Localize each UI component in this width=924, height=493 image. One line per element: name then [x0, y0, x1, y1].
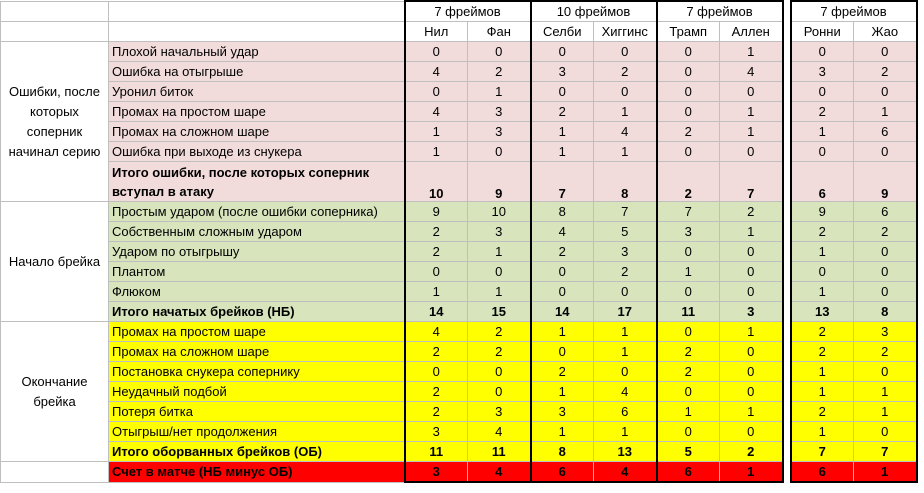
stat-value-2: 1: [531, 122, 594, 142]
stat-value-7: 0: [854, 262, 917, 282]
match-frames-header: 10 фреймов: [531, 1, 657, 22]
stat-value-6: 2: [791, 322, 854, 342]
stat-row: [1, 122, 917, 142]
stat-value-0: 0: [405, 82, 468, 102]
player-name-header: Фан: [468, 22, 531, 42]
stat-label: Отыгрыш/нет продолжения: [109, 422, 405, 442]
score-value-1: 4: [468, 462, 531, 483]
table-body: [1, 1, 917, 482]
stat-row: [1, 62, 917, 82]
stat-value-5: 0: [720, 362, 783, 382]
stat-value-1: 0: [468, 382, 531, 402]
stat-value-0: 0: [405, 42, 468, 62]
stat-value-5: 1: [720, 102, 783, 122]
stat-value-7: 0: [854, 82, 917, 102]
score-value-3: 4: [594, 462, 657, 483]
total-value-3: 13: [594, 442, 657, 462]
stat-value-3: 2: [594, 62, 657, 82]
total-value-7: 9: [854, 162, 917, 202]
total-value-6: 6: [791, 162, 854, 202]
stat-value-2: 2: [531, 102, 594, 122]
spacer-cell: [783, 222, 791, 242]
match-frames-header: 7 фреймов: [657, 1, 783, 22]
stat-value-2: 0: [531, 82, 594, 102]
group-title: Ошибки, после которых соперник начинал серию: [1, 42, 109, 202]
stat-value-0: 2: [405, 382, 468, 402]
total-value-2: 14: [531, 302, 594, 322]
total-value-5: 7: [720, 162, 783, 202]
stat-value-0: 2: [405, 222, 468, 242]
stat-value-4: 2: [657, 342, 720, 362]
total-value-2: 7: [531, 162, 594, 202]
total-row: [1, 302, 917, 322]
stat-value-6: 9: [791, 202, 854, 222]
player-name-header: Хиггинс: [594, 22, 657, 42]
stat-row: [1, 222, 917, 242]
stat-value-4: 2: [657, 362, 720, 382]
total-value-4: 2: [657, 162, 720, 202]
stat-value-4: 1: [657, 402, 720, 422]
stat-value-6: 1: [791, 122, 854, 142]
stat-value-7: 0: [854, 362, 917, 382]
stat-value-6: 2: [791, 222, 854, 242]
stat-row: [1, 282, 917, 302]
stat-value-6: 1: [791, 422, 854, 442]
stat-value-0: 4: [405, 322, 468, 342]
total-value-1: 15: [468, 302, 531, 322]
score-row: [1, 462, 917, 483]
spacer-cell: [783, 102, 791, 122]
stat-value-4: 0: [657, 382, 720, 402]
total-row: [1, 442, 917, 462]
stat-value-2: 8: [531, 202, 594, 222]
stat-label: Уронил биток: [109, 82, 405, 102]
spacer-cell: [783, 62, 791, 82]
spacer-cell: [783, 322, 791, 342]
stat-value-3: 3: [594, 242, 657, 262]
stat-label: Неудачный подбой: [109, 382, 405, 402]
player-name-header: Аллен: [720, 22, 783, 42]
stat-value-4: 0: [657, 42, 720, 62]
spacer-cell: [783, 242, 791, 262]
stat-value-0: 1: [405, 282, 468, 302]
stat-value-2: 3: [531, 402, 594, 422]
spacer-cell: [783, 302, 791, 322]
total-value-0: 10: [405, 162, 468, 202]
stat-value-6: 0: [791, 262, 854, 282]
total-row: [1, 162, 917, 202]
stat-value-5: 1: [720, 122, 783, 142]
stat-label: Промах на сложном шаре: [109, 122, 405, 142]
stat-row: [1, 142, 917, 162]
stat-value-5: 2: [720, 202, 783, 222]
stat-value-5: 0: [720, 82, 783, 102]
stat-value-3: 4: [594, 122, 657, 142]
stat-value-4: 1: [657, 262, 720, 282]
stat-label: Собственным сложным ударом: [109, 222, 405, 242]
stat-value-1: 0: [468, 262, 531, 282]
score-value-5: 1: [720, 462, 783, 483]
stat-value-0: 1: [405, 122, 468, 142]
spacer-cell: [783, 202, 791, 222]
stat-value-1: 4: [468, 422, 531, 442]
score-value-0: 3: [405, 462, 468, 483]
stat-value-7: 0: [854, 42, 917, 62]
stat-value-1: 3: [468, 222, 531, 242]
stat-label: Промах на простом шаре: [109, 102, 405, 122]
stat-value-2: 0: [531, 342, 594, 362]
total-value-4: 5: [657, 442, 720, 462]
stat-value-0: 0: [405, 262, 468, 282]
spacer-cell: [783, 282, 791, 302]
stat-value-4: 0: [657, 102, 720, 122]
total-value-6: 7: [791, 442, 854, 462]
stat-value-5: 0: [720, 282, 783, 302]
stat-label: Ударом по отыгрышу: [109, 242, 405, 262]
stat-value-6: 1: [791, 362, 854, 382]
player-name-header: Нил: [405, 22, 468, 42]
stat-value-4: 0: [657, 242, 720, 262]
stat-value-4: 0: [657, 422, 720, 442]
total-value-4: 11: [657, 302, 720, 322]
stat-value-2: 0: [531, 262, 594, 282]
stat-value-1: 3: [468, 122, 531, 142]
stat-row: [1, 322, 917, 342]
stat-value-0: 1: [405, 142, 468, 162]
stat-value-3: 5: [594, 222, 657, 242]
total-value-2: 8: [531, 442, 594, 462]
stat-value-1: 2: [468, 342, 531, 362]
stat-value-0: 2: [405, 342, 468, 362]
stat-value-3: 2: [594, 262, 657, 282]
stat-value-7: 1: [854, 102, 917, 122]
stat-value-3: 0: [594, 82, 657, 102]
stat-value-5: 0: [720, 262, 783, 282]
stat-value-7: 6: [854, 122, 917, 142]
stat-row: [1, 422, 917, 442]
stat-value-6: 1: [791, 382, 854, 402]
header-blank-cell: [1, 22, 109, 42]
stat-value-0: 3: [405, 422, 468, 442]
stat-value-5: 0: [720, 382, 783, 402]
stat-row: [1, 242, 917, 262]
group-title: Окончание брейка: [1, 322, 109, 462]
header-players-row: [1, 22, 917, 42]
player-name-header: Трамп: [657, 22, 720, 42]
spacer-cell: [783, 442, 791, 462]
player-name-header: Ронни: [791, 22, 854, 42]
stat-value-7: 6: [854, 202, 917, 222]
stat-value-2: 0: [531, 282, 594, 302]
stat-value-5: 1: [720, 322, 783, 342]
match-frames-header: 7 фреймов: [405, 1, 531, 22]
spacer-cell: [783, 42, 791, 62]
stat-value-1: 1: [468, 242, 531, 262]
spacer-cell: [783, 402, 791, 422]
stat-value-3: 0: [594, 282, 657, 302]
stat-value-4: 3: [657, 222, 720, 242]
stat-value-3: 1: [594, 322, 657, 342]
stat-row: [1, 102, 917, 122]
stat-value-6: 2: [791, 102, 854, 122]
stat-value-1: 2: [468, 322, 531, 342]
stat-value-5: 0: [720, 142, 783, 162]
stat-value-3: 6: [594, 402, 657, 422]
stat-row: [1, 382, 917, 402]
stat-value-6: 2: [791, 402, 854, 422]
stat-label: Простым ударом (после ошибки соперника): [109, 202, 405, 222]
total-value-3: 8: [594, 162, 657, 202]
stat-value-5: 1: [720, 222, 783, 242]
stat-value-1: 0: [468, 42, 531, 62]
stat-value-3: 7: [594, 202, 657, 222]
spacer-cell: [783, 422, 791, 442]
stat-value-4: 2: [657, 122, 720, 142]
total-value-5: 2: [720, 442, 783, 462]
stat-value-4: 7: [657, 202, 720, 222]
stat-value-7: 3: [854, 322, 917, 342]
total-value-0: 11: [405, 442, 468, 462]
stat-value-6: 1: [791, 282, 854, 302]
stat-value-3: 1: [594, 342, 657, 362]
stat-value-5: 1: [720, 402, 783, 422]
score-value-2: 6: [531, 462, 594, 483]
header-blank-cell: [1, 1, 109, 22]
stat-value-0: 0: [405, 362, 468, 382]
stat-value-6: 3: [791, 62, 854, 82]
spacer-cell: [783, 142, 791, 162]
stat-value-3: 4: [594, 382, 657, 402]
stat-label: Флюком: [109, 282, 405, 302]
total-value-6: 13: [791, 302, 854, 322]
stat-row: [1, 342, 917, 362]
player-name-header: Селби: [531, 22, 594, 42]
stat-value-1: 2: [468, 62, 531, 82]
header-blank-cell: [109, 22, 405, 42]
stat-value-5: 1: [720, 42, 783, 62]
stat-label: Ошибка при выходе из снукера: [109, 142, 405, 162]
spacer-cell: [783, 362, 791, 382]
stat-label: Плохой начальный удар: [109, 42, 405, 62]
stat-value-7: 2: [854, 222, 917, 242]
stat-value-7: 2: [854, 342, 917, 362]
stat-value-5: 0: [720, 342, 783, 362]
match-frames-header: 7 фреймов: [791, 1, 917, 22]
spacer-cell: [783, 22, 791, 42]
stat-value-4: 0: [657, 142, 720, 162]
stat-row: [1, 402, 917, 422]
stat-value-7: 0: [854, 242, 917, 262]
stat-value-1: 10: [468, 202, 531, 222]
stat-row: [1, 82, 917, 102]
stat-value-2: 2: [531, 242, 594, 262]
total-value-3: 17: [594, 302, 657, 322]
stat-value-2: 1: [531, 422, 594, 442]
stat-value-2: 3: [531, 62, 594, 82]
header-frames-row: [1, 1, 917, 22]
stat-value-6: 0: [791, 42, 854, 62]
stat-value-6: 0: [791, 142, 854, 162]
spacer-cell: [783, 122, 791, 142]
stat-value-2: 0: [531, 42, 594, 62]
total-value-5: 3: [720, 302, 783, 322]
stat-value-7: 1: [854, 402, 917, 422]
stat-value-5: 4: [720, 62, 783, 82]
spacer-cell: [783, 1, 791, 22]
stat-value-0: 4: [405, 102, 468, 122]
stat-value-4: 0: [657, 82, 720, 102]
stat-value-6: 0: [791, 82, 854, 102]
spacer-cell: [783, 382, 791, 402]
score-label: Счет в матче (НБ минус ОБ): [109, 462, 405, 483]
total-label: Итого ошибки, после которых соперник вступал в атаку: [109, 162, 405, 202]
spacer-cell: [783, 262, 791, 282]
stat-value-7: 1: [854, 382, 917, 402]
stat-value-6: 2: [791, 342, 854, 362]
stat-value-1: 0: [468, 362, 531, 382]
stat-label: Плантом: [109, 262, 405, 282]
stat-label: Промах на простом шаре: [109, 322, 405, 342]
stat-value-2: 4: [531, 222, 594, 242]
stat-value-2: 1: [531, 382, 594, 402]
stat-value-2: 2: [531, 362, 594, 382]
stat-value-4: 0: [657, 322, 720, 342]
stat-value-0: 2: [405, 242, 468, 262]
stat-value-1: 0: [468, 142, 531, 162]
score-blank-cell: [1, 462, 109, 483]
spacer-cell: [783, 82, 791, 102]
stat-value-4: 0: [657, 62, 720, 82]
score-value-6: 6: [791, 462, 854, 483]
total-value-1: 11: [468, 442, 531, 462]
stat-label: Ошибка на отыгрыше: [109, 62, 405, 82]
stat-value-3: 1: [594, 102, 657, 122]
stat-label: Постановка снукера сопернику: [109, 362, 405, 382]
stat-value-0: 4: [405, 62, 468, 82]
stat-value-5: 0: [720, 422, 783, 442]
group-title: Начало брейка: [1, 202, 109, 322]
stat-value-7: 2: [854, 62, 917, 82]
total-value-0: 14: [405, 302, 468, 322]
stat-value-3: 0: [594, 42, 657, 62]
stat-value-6: 1: [791, 242, 854, 262]
total-value-7: 7: [854, 442, 917, 462]
stat-value-0: 9: [405, 202, 468, 222]
stat-row: [1, 262, 917, 282]
score-value-7: 1: [854, 462, 917, 483]
stat-value-1: 1: [468, 282, 531, 302]
stat-value-1: 3: [468, 102, 531, 122]
stat-value-0: 2: [405, 402, 468, 422]
stat-value-7: 0: [854, 142, 917, 162]
stat-label: Промах на сложном шаре: [109, 342, 405, 362]
stat-value-3: 1: [594, 142, 657, 162]
stat-value-5: 0: [720, 242, 783, 262]
spacer-cell: [783, 462, 791, 483]
stat-value-7: 0: [854, 422, 917, 442]
total-label: Итого оборванных брейков (ОБ): [109, 442, 405, 462]
total-value-7: 8: [854, 302, 917, 322]
spacer-cell: [783, 342, 791, 362]
stat-label: Потеря битка: [109, 402, 405, 422]
stat-row: [1, 42, 917, 62]
stat-value-3: 0: [594, 362, 657, 382]
score-value-4: 6: [657, 462, 720, 483]
stat-value-1: 3: [468, 402, 531, 422]
stat-value-3: 1: [594, 422, 657, 442]
stat-value-7: 0: [854, 282, 917, 302]
stat-row: [1, 362, 917, 382]
stat-value-1: 1: [468, 82, 531, 102]
stat-value-2: 1: [531, 322, 594, 342]
spacer-cell: [783, 162, 791, 202]
total-label: Итого начатых брейков (НБ): [109, 302, 405, 322]
stat-value-4: 0: [657, 282, 720, 302]
stat-value-2: 1: [531, 142, 594, 162]
player-name-header: Жао: [854, 22, 917, 42]
header-blank-cell: [109, 1, 405, 22]
stat-row: [1, 202, 917, 222]
total-value-1: 9: [468, 162, 531, 202]
